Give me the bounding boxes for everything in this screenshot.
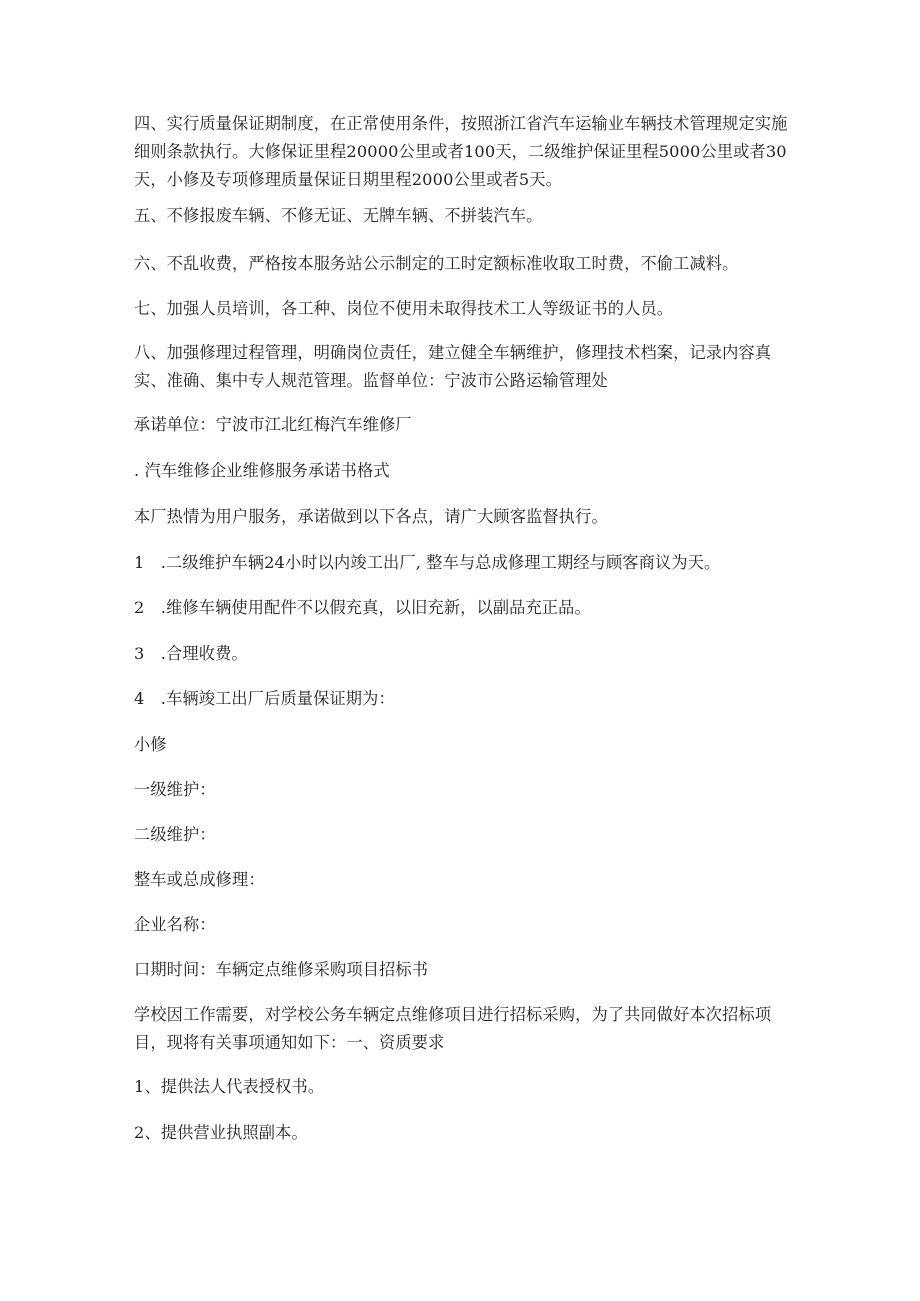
- paragraph-7-staff-training: 七、加强人员培训，各工种、岗位不使用未取得技术工人等级证书的人员。: [134, 299, 674, 318]
- requirement-1: 1、提供法人代表授权书。: [134, 1077, 325, 1096]
- label-minor-repair: 小修: [134, 735, 167, 754]
- requirement-2: 2、提供营业执照副本。: [134, 1123, 308, 1142]
- label-overhaul: 整车或总成修理：: [134, 870, 265, 889]
- committing-unit: 承诺单位：宁波市江北红梅汽车维修厂: [134, 415, 412, 434]
- paragraph-5-no-scrap-repair: 五、不修报废车辆、不修无证、无牌车辆、不拼装汽车。: [134, 206, 543, 225]
- label-second-level-maintenance: 二级维护：: [134, 825, 216, 844]
- date-and-tender-title: 口期时间：车辆定点维修采购项目招标书: [134, 960, 429, 979]
- label-company-name: 企业名称：: [134, 915, 216, 934]
- list-item-4: 4 .车辆竣工出厂后质量保证期为：: [134, 689, 395, 708]
- list-item-3: 3 .合理收费。: [134, 644, 248, 663]
- tender-intro: 学校因工作需要，对学校公务车辆定点维修项目进行招标采购，为了共同做好本次招标项目，现将有关事项通知如下：一、资质要求: [134, 1005, 772, 1052]
- list-item-2: 2 .维修车辆使用配件不以假充真，以旧充新，以副品充正品。: [134, 598, 591, 617]
- commitment-intro: 本厂热情为用户服务，承诺做到以下各点，请广大顾客监督执行。: [134, 507, 608, 526]
- list-item-1: 1 .二级维护车辆24小时以内竣工出厂, 整车与总成修理工期经与顾客商议为天。: [134, 553, 721, 572]
- paragraph-8-process-management: 八、加强修理过程管理，明确岗位责任，建立健全车辆维护，修理技术档案，记录内容真实、准确、集中专人规范管理。监督单位：宁波市公路运输管理处: [134, 343, 772, 390]
- paragraph-4-quality-warranty: 四、实行质量保证期制度，在正常使用条件，按照浙江省汽车运输业车辆技术管理规定实施细则条款执行。大修保证里程20000公里或者100天，二级维护保证里程5000公里或者30天，小修及专项修理质量保证日期里程2000公里或者5天。: [134, 114, 788, 189]
- section-title-commitment-format: . 汽车维修企业维修服务承诺书格式: [134, 461, 390, 480]
- paragraph-6-fair-fees: 六、不乱收费，严格按本服务站公示制定的工时定额标准收取工时费，不偷工减料。: [134, 254, 739, 273]
- label-first-level-maintenance: 一级维护：: [134, 780, 216, 799]
